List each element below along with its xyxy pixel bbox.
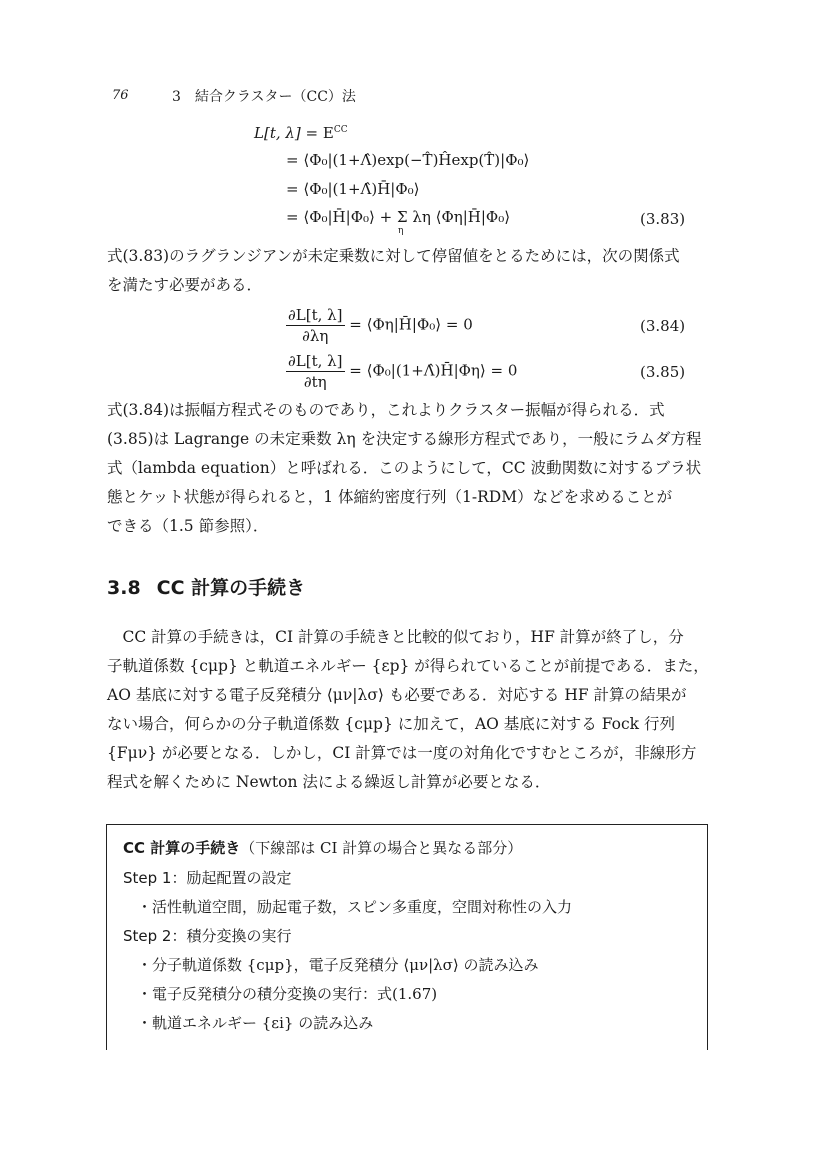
paragraph-3-line-5: {Fμν} が必要となる．しかし，CI 計算では一度の対角化ですむところが，非線形方 [107, 744, 697, 762]
paragraph-1-line-2: を満たす必要がある． [107, 276, 263, 294]
equation-lhs-text: L[t, λ] [254, 124, 301, 142]
procedure-step-2-item-3: ・軌道エネルギー {εi} の読み込み [137, 1014, 374, 1032]
page-number: 76 [112, 88, 129, 103]
equation-line3: = ⟨Φ₀|(1+Λ̂)H̄|Φ₀⟩ [286, 180, 420, 198]
paragraph-3-line-1: CC 計算の手続きは，CI 計算の手続きと比較的似ており，HF 計算が終了し，分 [122, 628, 684, 646]
paragraph-2-line-2: (3.85)は Lagrange の未定乗数 λη を決定する線形方程式であり，一般にラムダ方程 [107, 430, 702, 448]
equation-number-3-84: (3.84) [640, 317, 686, 335]
procedure-box-title-note: （下線部は CI 計算の場合と異なる部分） [240, 839, 523, 857]
equation-line2: = ⟨Φ₀|(1+Λ̂)exp(−T̂)Ĥexp(T̂)|Φ₀⟩ [286, 151, 530, 169]
section-heading [107, 573, 305, 600]
paragraph-3-line-2: 子軌道係数 {cμp} と軌道エネルギー {εp} が得られていることが前提である．また， [107, 657, 709, 675]
procedure-step-1: Step 1：励起配置の設定 [123, 869, 292, 887]
equation-lagrangian-lhs [254, 124, 348, 142]
procedure-step-2: Step 2：積分変換の実行 [123, 927, 292, 945]
equation-3-85 [286, 352, 517, 391]
paragraph-3 [107, 623, 712, 797]
equation-3-85-denominator: ∂tη [303, 373, 327, 391]
section-number: 3.8 [107, 577, 141, 599]
equation-number-3-83: (3.83) [640, 210, 686, 228]
procedure-step-2-item-1: ・分子軌道係数 {cμp}，電子反発積分 ⟨μν|λσ⟩ の読み込み [137, 956, 539, 974]
procedure-box [106, 824, 708, 1050]
procedure-step-2-item-2: ・電子反発積分の積分変換の実行：式(1.67) [137, 985, 438, 1003]
paragraph-2-line-3: 式（lambda equation）と呼ばれる．このようにして，CC 波動関数に対するブラ状 [107, 459, 702, 477]
paragraph-2-line-1: 式(3.84)は振幅方程式そのものであり，これよりクラスター振幅が得られる．式 [107, 401, 665, 419]
equation-3-84-fraction [286, 306, 345, 345]
paragraph-3-line-4: ない場合，何らかの分子軌道係数 {cμp} に加えて，AO 基底に対する Fock 行列 [107, 715, 675, 733]
equation-3-84 [286, 306, 473, 345]
paragraph-3-line-6: 程式を解くために Newton 法による繰返し計算が必要となる． [107, 773, 551, 791]
paragraph-1-line-1: 式(3.83)のラグランジアンが未定乗数に対して停留値をとるためには，次の関係式 [107, 247, 680, 265]
paragraph-2-line-5: できる（1.5 節参照）． [107, 517, 269, 535]
procedure-box-title: CC 計算の手続き [123, 839, 241, 857]
equation-number-3-85: (3.85) [640, 363, 686, 381]
running-title: 3 結合クラスター（CC）法 [172, 89, 356, 105]
equation-line1-sup: CC [333, 125, 348, 135]
equation-3-84-denominator: ∂λη [302, 327, 329, 345]
equation-3-85-fraction [286, 352, 345, 391]
equation-3-84-rhs: = ⟨Φη|H̄|Φ₀⟩ = 0 [349, 315, 473, 334]
equation-line4: = ⟨Φ₀|H̄|Φ₀⟩ + Σ λη ⟨Φη|H̄|Φ₀⟩ [286, 208, 511, 226]
section-title: CC 計算の手続き [156, 577, 306, 599]
equation-3-84-numerator: ∂L[t, λ] [288, 306, 343, 324]
paragraph-1 [107, 242, 712, 300]
procedure-box-title-line [123, 837, 522, 858]
paragraph-2-line-4: 態とケット状態が得られると，1 体縮約密度行列（1-RDM）などを求めることが [107, 488, 673, 506]
procedure-step-1-item-1: ・活性軌道空間，励起電子数，スピン多重度，空間対称性の入力 [137, 898, 573, 916]
equation-line1: = E [305, 124, 334, 142]
paragraph-3-line-3: AO 基底に対する電子反発積分 ⟨μν|λσ⟩ も必要である．対応する HF 計算の結果が [107, 686, 687, 704]
paragraph-2 [107, 396, 712, 541]
equation-3-85-numerator: ∂L[t, λ] [288, 352, 343, 370]
equation-3-85-rhs: = ⟨Φ₀|(1+Λ̂)H̄|Φη⟩ = 0 [349, 361, 518, 380]
equation-line4-sub: η [398, 226, 404, 236]
